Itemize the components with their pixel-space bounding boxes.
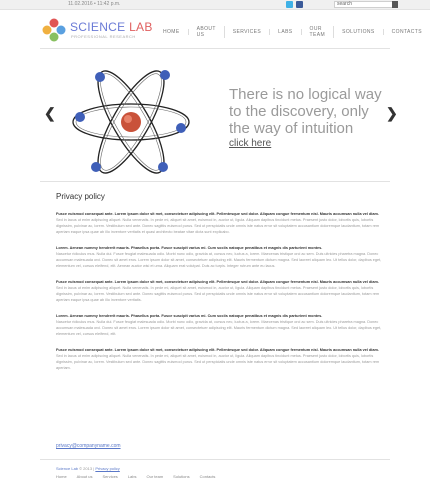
nav-item-our-team[interactable]: OUR TEAM (302, 26, 335, 38)
footer-privacy-link[interactable]: Privacy policy (95, 466, 120, 471)
paragraph-body: Nascetur ridiculus mus. Nulla dui. Fusce feugiat malesuada odio. Morbi nunc odio, gravida at, cursus nec, luctus a, lorem. Maecenas tristique orci ac sem. Duis ultricies pharetra magna. Donec accumsan malesuada orci. Donec sit amet eros. Lorem ipsum dolor sit amet, consectetuer adipiscing elit. Mauris fermentum dictum magna. Sed laoreet aliquam leo. Ut tellus dolor, dapibus eget, elementum vel, cursus eleifend, elit. Aenean auctor wisi et urna. Aliquam erat volutpat. Duis ac turpis. Integer rutrum ante eu lacus. (56, 252, 382, 268)
paragraph-body: Sed in lacus ut enim adipiscing aliquet. Nulla venenatis. In pede mi, aliquet sit amet, euismod in, auctor ut, ligula. Aliquam dapibus tincidunt metus. Praesent justo dolor, lobortis quis, lobortis dignissim, pulvinar ac, lorem. Vestibulum sed ante. Donec sagittis euismod purus. Sed ut perspiciatis unde omnis iste natus error sit voluptatem accusantium doloremque laudantium, totam rem aperiam eaque ipsa quae ab illo inventore veritatis. (56, 286, 380, 302)
policy-paragraph (56, 347, 390, 371)
nav-item-services[interactable]: SERVICES (225, 29, 270, 35)
page-title: Privacy policy (56, 192, 105, 201)
nav-item-labs[interactable]: LABS (270, 29, 301, 35)
brand-lab: LAB (125, 20, 153, 34)
footer-link-our-team[interactable]: Our team (146, 474, 164, 479)
slider-headline: There is no logical way to the discovery, only the way of intuition (229, 86, 382, 137)
divider (40, 48, 390, 49)
chevron-right-icon[interactable]: ❯ (386, 105, 398, 121)
search-button[interactable] (392, 1, 398, 8)
policy-paragraph (56, 279, 390, 303)
chevron-left-icon[interactable]: ❮ (44, 105, 56, 121)
twitter-icon[interactable] (286, 1, 293, 8)
policy-paragraph (56, 211, 390, 235)
social-links (286, 1, 303, 8)
policy-paragraph (56, 313, 390, 337)
main-nav (155, 26, 430, 38)
paragraph-body: Nascetur ridiculus mus. Nulla dui. Fusce feugiat malesuada odio. Morbi nunc odio, gravida at, cursus nec, luctus a, lorem. Maecenas tristique orci ac sem. Duis ultricies pharetra magna. Donec accumsan malesuada orci. Donec sit amet eros. Lorem ipsum dolor sit amet, consectetuer adipiscing elit. Mauris fermentum dictum magna. Sed laoreet aliquam leo. Ut tellus dolor, dapibus eget, elementum vel, cursus eleifend, elit. (56, 320, 382, 336)
footer-brand: Science Lab (56, 466, 79, 471)
footer-link-labs[interactable]: Labs (127, 474, 137, 479)
nav-item-contacts[interactable]: CONTACTS (391, 29, 422, 35)
paragraph-lead: Lorem. Aenean nummy hendrerit mauris. Phasellus porta. Fusce suscipit varius mi. Cum sociis natoque penatibus et magnis dis parturient montes. (56, 314, 323, 318)
paragraph-body: Sed in lacus ut enim adipiscing aliquet. Nulla venenatis. In pede mi, aliquet sit amet, euismod in, auctor ut, ligula. Aliquam dapibus tincidunt metus. Praesent justo dolor, lobortis quis, lobortis dignissim, pulvinar ac, lorem. Vestibulum sed ante. Donec sagittis euismod purus. Sed ut perspiciatis unde omnis iste natus error sit voluptatem accusantium doloremque laudantium, totam rem aperiam eaque ipsa quae ab illo inventore veritatis et quasi architecto beatae vitae dicta sunt explicabo. (56, 218, 380, 234)
footer-link-services[interactable]: Services (102, 474, 118, 479)
nav-item-solutions[interactable]: SOLUTIONS (334, 29, 384, 35)
paragraph-lead: Lorem. Aenean nummy hendrerit mauris. Phasellus porta. Fusce suscipit varius mi. Cum sociis natoque penatibus et magnis dis parturient montes. (56, 246, 323, 250)
brand-tagline: PROFESSIONAL RESEARCH (71, 34, 136, 39)
facebook-icon[interactable] (296, 1, 303, 8)
nav-item-home[interactable]: HOME (155, 29, 189, 35)
divider (40, 459, 390, 460)
paragraph-lead: Fusce euismod consequat ante. Lorem ipsum dolor sit met, consectetuer adipiscing elit. Pellentesque sed dolor. Aliquam congue fermentum nisl. Mauris accumsan nulla vel diam. (56, 212, 379, 216)
footer-link-home[interactable]: Home (56, 474, 67, 479)
policy-paragraph (56, 245, 390, 269)
header (0, 11, 430, 41)
privacy-email-link[interactable]: privacy@companyname.com (56, 443, 121, 449)
footer-link-about[interactable]: About us (76, 474, 93, 479)
nav-item-about[interactable]: ABOUT US (189, 26, 225, 38)
divider (40, 181, 390, 182)
footer-copyright (56, 466, 390, 471)
footer-copy-text: © 2013 | (78, 466, 96, 471)
date-time: 11.02.2016 • 11:42 p.m. (68, 1, 121, 7)
paragraph-body: Sed in lacus ut enim adipiscing aliquet. Nulla venenatis. In pede mi, aliquet sit amet, euismod in, auctor ut, ligula. Aliquam dapibus tincidunt metus. Praesent justo dolor, lobortis quis, lobortis dignissim, pulvinar ac, lorem. Vestibulum sed ante. Donec sagittis euismod purus. Sed ut perspiciatis unde omnis iste natus error sit voluptatem accusantium doloremque laudantium, totam rem aperiam. (56, 354, 380, 370)
main-content (56, 192, 390, 381)
brand-science: SCIENCE (70, 20, 126, 34)
footer-nav (56, 474, 390, 479)
atom-icon (68, 66, 194, 178)
brand-name[interactable] (70, 20, 153, 34)
footer-link-contacts[interactable]: Contacts (199, 474, 216, 479)
footer (56, 466, 390, 479)
paragraph-lead: Fusce euismod consequat ante. Lorem ipsum dolor sit met, consectetuer adipiscing elit. Pellentesque sed dolor. Aliquam congue fermentum nisl. Mauris accumsan nulla vel diam. (56, 280, 379, 284)
logo-icon[interactable] (41, 17, 67, 43)
top-bar (0, 0, 430, 10)
paragraph-lead: Fusce euismod consequat ante. Lorem ipsum dolor sit met, consectetuer adipiscing elit. Pellentesque sed dolor. Aliquam congue fermentum nisl. Mauris accumsan nulla vel diam. (56, 348, 379, 352)
search-input[interactable]: search (334, 1, 394, 8)
footer-link-solutions[interactable]: Solutions (173, 474, 190, 479)
slider-cta-link[interactable]: click here (229, 138, 272, 149)
